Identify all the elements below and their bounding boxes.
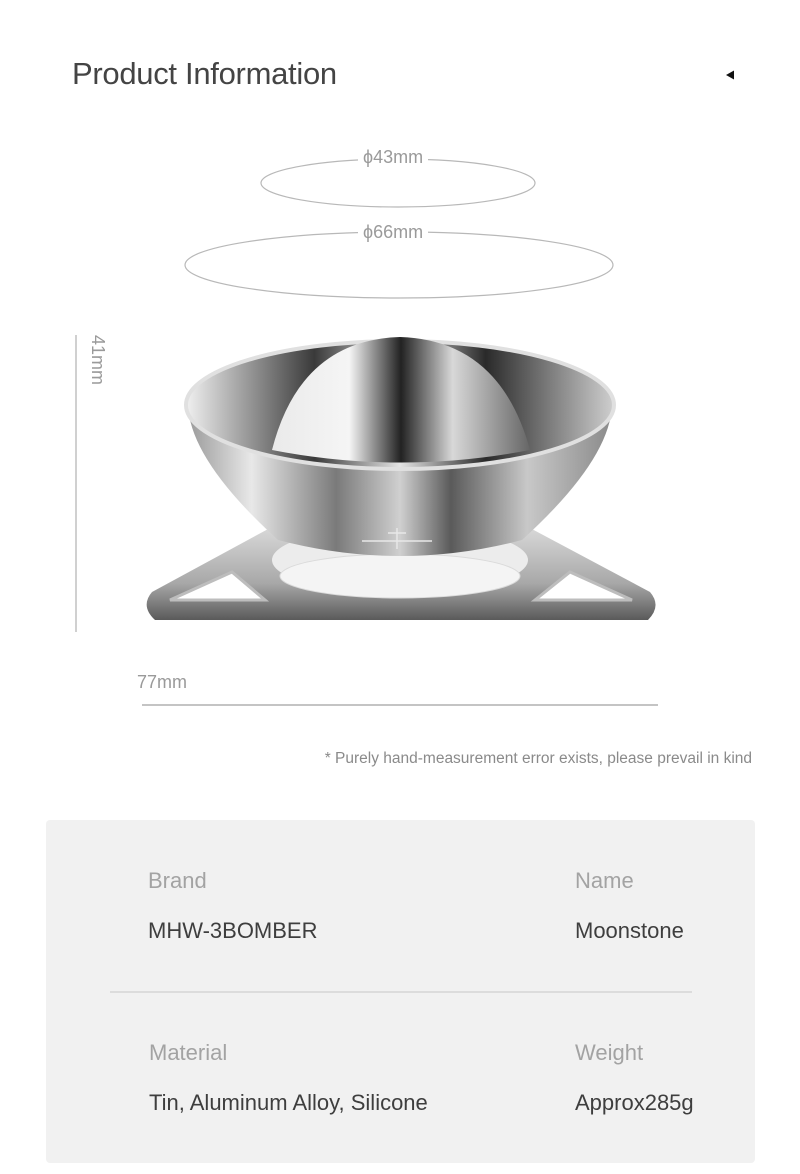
- material-label: Material: [149, 1040, 228, 1065]
- width-label: 77mm: [137, 672, 188, 692]
- name-value: Moonstone: [575, 918, 684, 943]
- top-diameter-label: ϕ43mm: [358, 147, 428, 168]
- brand-label: Brand: [148, 868, 207, 893]
- spec-card: [46, 820, 755, 1163]
- divider: [110, 991, 692, 993]
- weight-value: Approx285g: [575, 1090, 694, 1115]
- page-title: Product Information: [72, 56, 337, 91]
- weight-label: Weight: [575, 1040, 644, 1065]
- brand-value: MHW-3BOMBER: [148, 918, 318, 943]
- measurement-note: * Purely hand-measurement error exists, please prevail in kind: [324, 750, 752, 767]
- name-label: Name: [575, 868, 634, 893]
- material-value: Tin, Aluminum Alloy, Silicone: [149, 1090, 428, 1115]
- bottom-diameter-label: ϕ66mm: [358, 222, 428, 243]
- product-image: [147, 337, 656, 620]
- height-label: 41mm: [88, 335, 108, 386]
